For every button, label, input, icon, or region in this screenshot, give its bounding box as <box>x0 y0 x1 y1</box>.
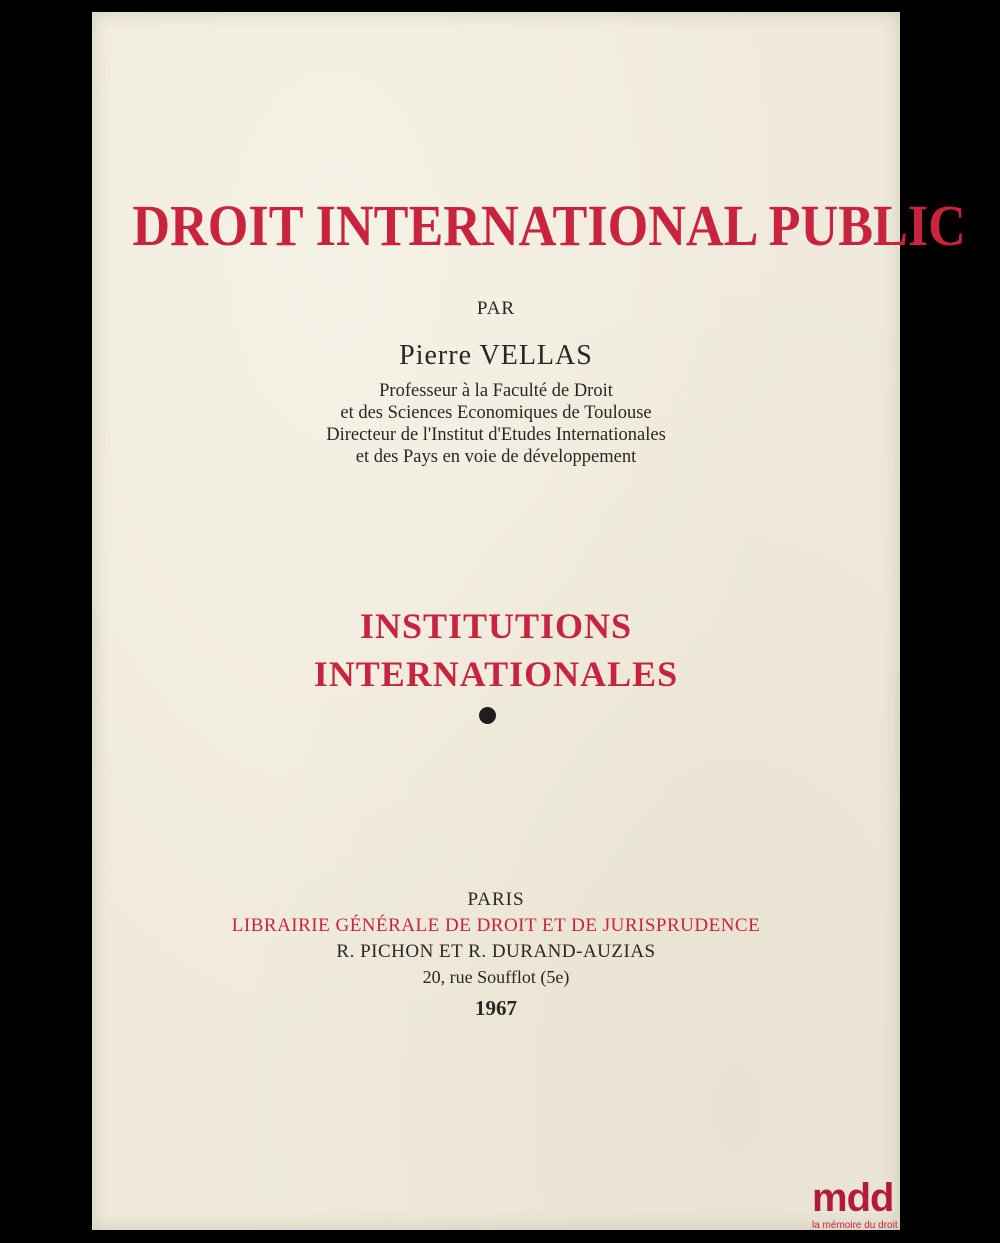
mdd-logo <box>812 1178 922 1238</box>
author-affiliation <box>92 380 900 468</box>
subtitle-line: INTERNATIONALES <box>313 654 679 694</box>
affiliation-line: et des Sciences Economiques de Toulouse <box>340 403 652 423</box>
book-cover <box>92 12 966 1230</box>
publication-year: 1967 <box>475 996 517 1020</box>
author-name: Pierre VELLAS <box>399 340 593 371</box>
publisher-city: PARIS <box>467 889 525 910</box>
affiliation-line: et des Pays en voie de développement <box>355 447 637 467</box>
logo-caption: la mémoire du droit <box>812 1220 898 1231</box>
publisher-address: 20, rue Soufflot (5e) <box>422 967 570 987</box>
book-title: DROIT INTERNATIONAL PUBLIC <box>132 193 966 258</box>
publisher-name: LIBRAIRIE GÉNÉRALE DE DROIT ET DE JURISPRUDENCE <box>231 915 761 936</box>
by-label: PAR <box>476 298 516 319</box>
subtitle-line: INSTITUTIONS <box>359 606 633 646</box>
book-subtitle <box>92 602 900 698</box>
logo-text: mdd <box>812 1176 894 1220</box>
affiliation-line: Professeur à la Faculté de Droit <box>379 381 613 401</box>
affiliation-line: Directeur de l'Institut d'Etudes Internationales <box>326 425 666 445</box>
publisher-printers: R. PICHON ET R. DURAND-AUZIAS <box>336 941 656 962</box>
volume-dot <box>479 707 496 724</box>
